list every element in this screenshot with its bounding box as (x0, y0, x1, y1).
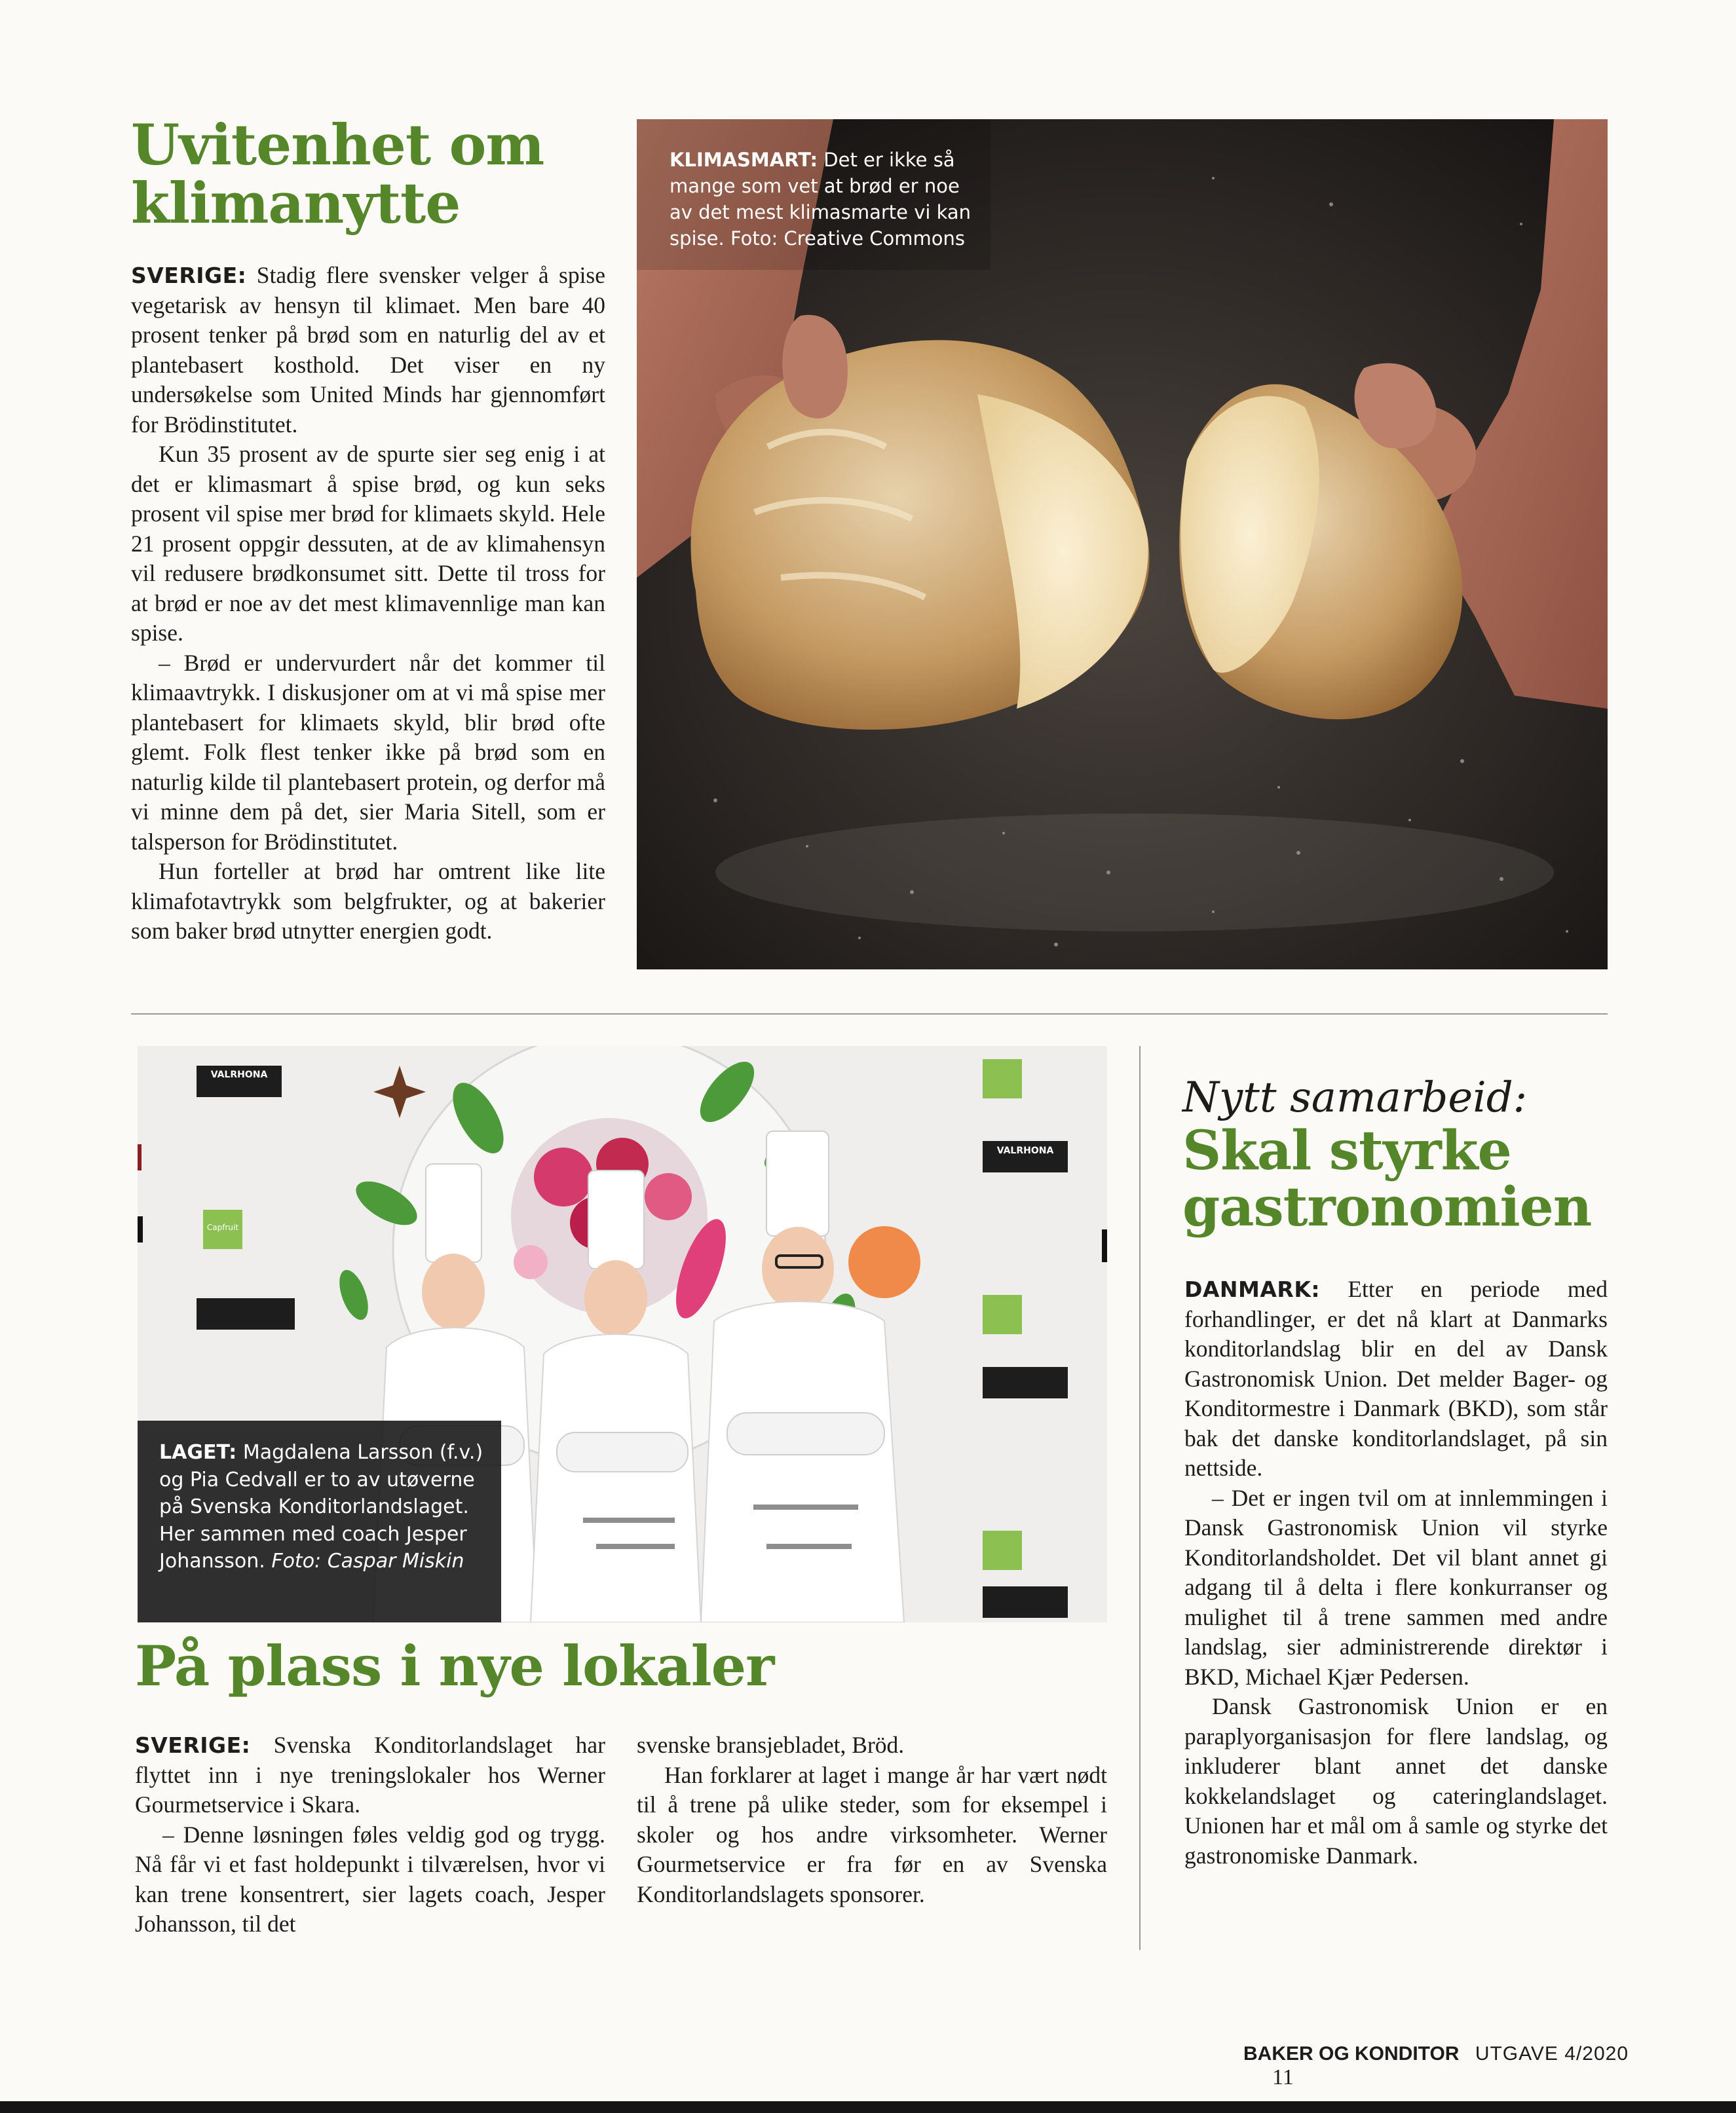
article-1-paragraph-4: Hun forteller at brød har omtrent like lite klimafotavtrykk som belgfrukter, og at bakerier som baker brød utnytter energien godt. (131, 858, 605, 944)
footer-magazine-name: BAKER OG KONDITOR (1243, 2043, 1460, 2065)
team-caption-text: Magdalena Larsson (f.v.) og Pia Cedvall er to av utøverne på Svenska Konditorlandslaget. Her sammen med coach Jesper Johansson. (159, 1441, 483, 1573)
article-3-kicker: DANMARK: (1184, 1277, 1321, 1302)
page-bottom-edge (0, 2101, 1736, 2113)
wall-logo-capfruit: Capfruit (206, 1223, 239, 1232)
footer-issue: UTGAVE 4/2020 (1475, 2043, 1629, 2065)
team-caption-credit: Foto: Caspar Miskin (265, 1550, 464, 1573)
team-photo-caption (159, 1439, 487, 1575)
article-1-title-line1: Uvitenhet om (131, 113, 544, 178)
team-caption-label: LAGET: (159, 1441, 237, 1464)
bread-caption-text: Det er ikke så mange som vet at brød er noe av det mest klimasmarte vi kan spise. Foto: Creative Commons (670, 149, 972, 250)
article-1-kicker: SVERIGE: (131, 263, 247, 288)
article-3-overline: Nytt samarbeid: (1182, 1074, 1528, 1122)
article-2-column-2-paragraph-1: svenske bransjebladet, Bröd. (637, 1732, 905, 1758)
page-number: 11 (1272, 2065, 1294, 2089)
team-photo-caption-box (138, 1421, 501, 1622)
article-1-lead: Stadig flere svensker velger å spise vegetarisk av hensyn til klimaet. Men bare 40 prosent tenker på brød som en naturlig del av et plantebasert kosthold. Det viser en ny undersøkelse som United Minds har gjennomført for Brödinstitutet. (131, 262, 606, 438)
article-2-lead: Svenska Konditorlandslaget har flyttet inn i nye treningslokaler hos Werner Gourmetservice i Skara. (135, 1732, 606, 1818)
page-footer (1243, 2042, 1663, 2090)
article-3-paragraph-3: Dansk Gastronomisk Union er en paraplyorganisasjon for flere landslag, og inkluderer blant annet det danske kokkelandslaget og cateringlandslaget. Unionen har et mål om å samle og styrke det gastronomiske Danmark. (1184, 1693, 1608, 1869)
article-2-title-text: På plass i nye lokaler (135, 1634, 774, 1698)
article-3-header (1182, 1074, 1602, 1239)
section-divider (131, 1013, 1608, 1015)
article-2-title (135, 1634, 987, 1698)
article-3-body (1184, 1275, 1608, 1871)
article-2-kicker: SVERIGE: (135, 1732, 251, 1758)
team-photo (138, 1046, 1107, 1622)
article-1-body (131, 261, 605, 946)
bread-caption-label: KLIMASMART: (670, 149, 818, 171)
article-1-paragraph-2: Kun 35 prosent av de spurte sier seg enig i at det er klimasmart å spise brød, og kun seks prosent vil spise mer brød for klimaets skyld. Hele 21 prosent oppgir dessuten, at de av klimahensyn vil redusere brødkonsumet sitt. Dette til tross for at brød er noe av det mest klimavennlige man kan spise. (131, 441, 605, 646)
article-2-column-2-paragraph-2: Han forklarer at laget i mange år har vært nødt til å trene på ulike steder, som for eksempel i skoler og hos andre virksomheter. Werner Gourmetservice er fra før en av Svenska Konditorlandslagets sponsorer. (637, 1761, 1107, 1907)
bread-photo (637, 119, 1608, 969)
article-3-lead: Etter en periode med forhandlinger, er det nå klart at Danmarks konditorlandslag blir en del av Dansk Gastronomisk Union. Det melder Bager- og Konditormestre i Danmark (BKD), som står bak det danske konditorlandslaget, på sin nettside. (1184, 1276, 1608, 1481)
article-1-title-line2: klimanytte (131, 171, 461, 237)
article-1-title (131, 113, 629, 237)
article-2-paragraph-2: – Denne løsningen føles veldig god og trygg. Nå får vi et fast holdepunkt i tilværelsen, hvor vi kan trene konsentrert, sier lagets coach, Jesper Johansson, til det (135, 1821, 605, 1937)
wall-logo-valrhona: VALRHONA (210, 1070, 268, 1080)
article-3-title-line2: gastronomien (1182, 1176, 1592, 1239)
wall-logo-valrhona-right: VALRHONA (996, 1146, 1054, 1156)
column-divider (1139, 1046, 1141, 1950)
article-2-column-2 (637, 1730, 1107, 1909)
bread-photo-caption (670, 147, 977, 252)
article-3-paragraph-2: – Det er ingen tvil om at innlemmingen i Dansk Gastronomisk Union vil styrke Konditorlandsholdet. Det vil blant annet gi adgang til å delta i flere konkurranser og mulighet til å trene sammen med andre landslag, sier administrerende direktør i BKD, Michael Kjær Pedersen. (1184, 1484, 1608, 1690)
article-1-paragraph-3: – Brød er undervurdert når det kommer til klimaavtrykk. I diskusjoner om at vi må spise mer plantebasert for klimaets skyld, blir brød ofte glemt. Folk flest tenker ikke på brød som en naturlig kilde til plantebasert protein, og derfor må vi minne dem på det, sier Maria Sitell, som er talsperson for Brödinstitutet. (131, 649, 605, 855)
article-2-column-1 (135, 1730, 605, 1939)
article-3-title-line1: Skal styrke (1182, 1119, 1511, 1182)
